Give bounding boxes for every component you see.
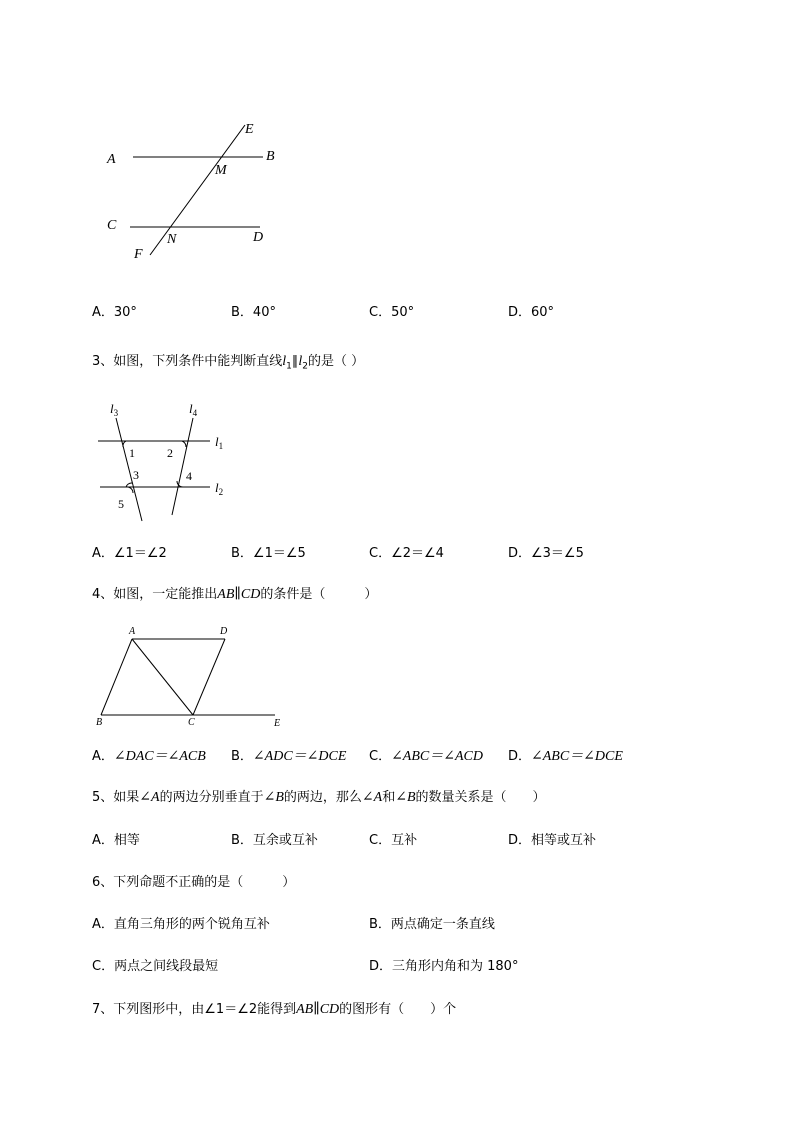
label-m: M — [215, 163, 227, 178]
q6-option-a[interactable]: A．直角三角形的两个锐角互补 — [92, 917, 270, 932]
segment-dc — [193, 639, 225, 715]
label-n: N — [167, 232, 177, 247]
label-l2: $l_2$ — [215, 480, 224, 497]
figure-parallel-transversal — [95, 115, 295, 265]
q4-expr: AB∥CD — [217, 587, 261, 602]
q3-prefix: 3、如图，下列条件中能判断直线 — [92, 354, 283, 369]
q4-option-d[interactable]: D．∠ABC＝∠DCE — [508, 749, 623, 764]
q5-option-c[interactable]: C．互补 — [369, 833, 418, 848]
q2-option-a[interactable]: A．30° — [92, 305, 137, 320]
q4-option-b[interactable]: B．∠ADC＝∠DCE — [231, 749, 347, 764]
figure-four-lines — [92, 398, 242, 528]
label-l4: $l_4$ — [189, 401, 198, 418]
segment-ab — [101, 639, 132, 715]
q4-option-b-expr: ∠ADC＝∠DCE — [252, 749, 347, 764]
arc-angle-1 — [123, 441, 126, 447]
line-ef — [150, 125, 245, 255]
label-angle-3: 3 — [133, 468, 139, 482]
q3-l1-sub: 1 — [286, 361, 292, 372]
q5-option-d[interactable]: D．相等或互补 — [508, 833, 597, 848]
q7-expr: AB∥CD — [296, 1002, 340, 1017]
q3-option-c[interactable]: C．∠2＝∠4 — [369, 546, 444, 561]
q3-stem — [92, 353, 364, 376]
q5-angle-a: ∠A — [139, 790, 160, 805]
label-c: C — [188, 717, 195, 728]
label-d: D — [253, 230, 264, 245]
label-b: B — [96, 717, 103, 728]
arc-angle-3 — [126, 483, 132, 487]
q4-option-d-expr: ∠ABC＝∠DCE — [531, 749, 623, 764]
q4-stem — [92, 586, 377, 604]
q2-option-c[interactable]: C．50° — [369, 305, 415, 320]
label-f: F — [134, 247, 143, 262]
q3-suffix: 的是（ ） — [308, 354, 365, 369]
label-angle-5: 5 — [118, 497, 124, 511]
q5-option-a[interactable]: A．相等 — [92, 833, 140, 848]
q7-stem: 7、下列图形中，由∠1＝∠2能得到AB∥CD的图形有（ ）个 — [92, 1002, 457, 1017]
segment-ac — [132, 639, 193, 715]
figure-parallelogram — [92, 622, 292, 732]
label-angle-2: 2 — [167, 446, 173, 460]
q6-option-c[interactable]: C．两点之间线段最短 — [92, 959, 219, 974]
q6-option-d[interactable]: D．三角形内角和为 180° — [369, 959, 519, 974]
q3-l2: l — [298, 354, 303, 369]
q5-angle-b2: ∠B — [395, 790, 416, 805]
label-a: A — [107, 152, 116, 167]
q3-l1: l — [282, 354, 287, 369]
label-e: E — [274, 718, 281, 729]
label-e: E — [245, 122, 254, 137]
label-c: C — [107, 218, 117, 233]
label-d: D — [220, 626, 228, 637]
q4-prefix: 4、如图，一定能推出 — [92, 587, 218, 602]
q3-parallel: ∥ — [291, 354, 299, 369]
q3-option-a[interactable]: A．∠1＝∠2 — [92, 546, 167, 561]
q6-option-b[interactable]: B．两点确定一条直线 — [369, 917, 495, 932]
q4-option-a-expr: ∠DAC＝∠ACB — [113, 749, 206, 764]
arc-angle-2 — [182, 441, 186, 447]
arc-angle-5 — [126, 487, 133, 493]
q5-option-b[interactable]: B．互余或互补 — [231, 833, 318, 848]
q3-option-b[interactable]: B．∠1＝∠5 — [231, 546, 306, 561]
q4-option-c[interactable]: C．∠ABC＝∠ACD — [369, 749, 483, 764]
label-l1: $l_1$ — [215, 434, 224, 451]
label-angle-1: 1 — [129, 446, 135, 460]
label-angle-4: 4 — [186, 469, 192, 483]
q4-option-a[interactable]: A．∠DAC＝∠ACB — [92, 749, 206, 764]
q4-suffix: 的条件是（ ） — [260, 587, 378, 602]
q2-option-d[interactable]: D．60° — [508, 305, 555, 320]
line-l4 — [172, 418, 193, 515]
q2-option-b[interactable]: B．40° — [231, 305, 276, 320]
q5-stem: 5、如果∠A的两边分别垂直于∠B的两边，那么∠A和∠B的数量关系是（ ） — [92, 790, 546, 805]
label-a: A — [129, 626, 136, 637]
q4-option-c-expr: ∠ABC＝∠ACD — [391, 749, 483, 764]
q3-option-d[interactable]: D．∠3＝∠5 — [508, 546, 584, 561]
q3-l2-sub: 2 — [302, 361, 309, 372]
label-l3: $l_3$ — [110, 401, 119, 418]
q5-angle-a2: ∠A — [361, 790, 383, 805]
q5-angle-b: ∠B — [263, 790, 284, 805]
label-b: B — [266, 149, 275, 164]
q6-stem: 6、下列命题不正确的是（ ） — [92, 875, 296, 890]
